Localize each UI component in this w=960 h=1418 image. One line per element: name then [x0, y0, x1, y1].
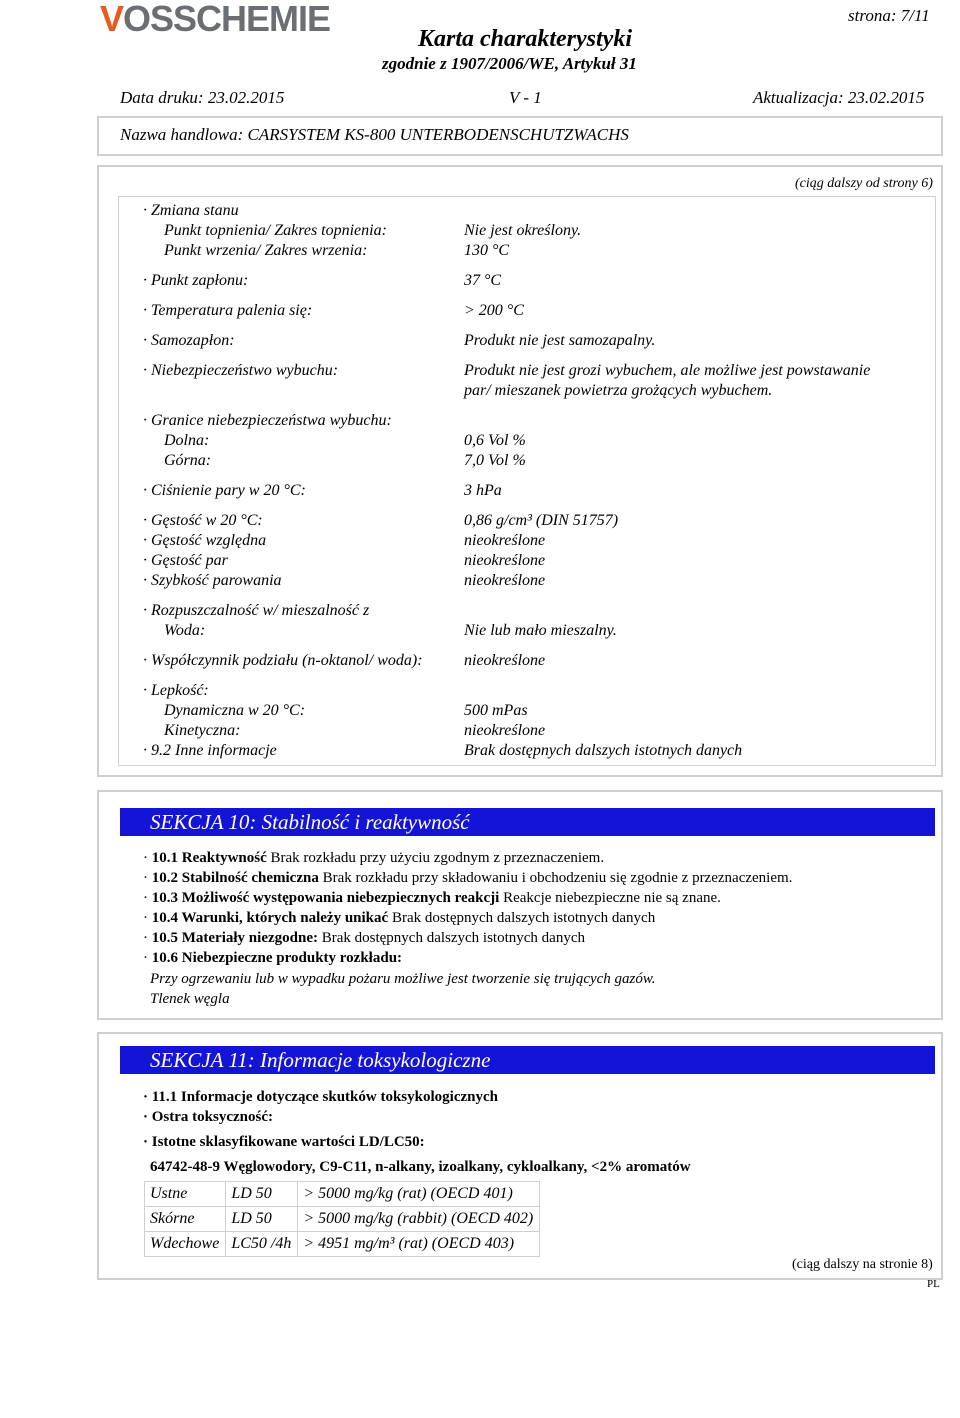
route-cell: Skórne — [145, 1207, 226, 1232]
value-cell: > 5000 mg/kg (rabbit) (OECD 402) — [298, 1207, 540, 1232]
density-value: 0,86 g/cm³ (DIN 51757) — [464, 512, 619, 529]
state-change-label: · Zmiana stanu — [143, 202, 239, 219]
water-value: Nie lub mało mieszalny. — [464, 622, 617, 639]
update-date: Aktualizacja: 23.02.2015 — [753, 88, 925, 107]
page-number: strona: 7/11 — [848, 6, 930, 25]
flash-point-label: · Punkt zapłonu: — [143, 272, 249, 289]
ignition-temp-label: · Temperatura palenia się: — [143, 302, 313, 319]
evaporation-rate-value: nieokreślone — [464, 572, 546, 589]
vapor-pressure-value: 3 hPa — [464, 482, 502, 499]
density-label: · Gęstość w 20 °C: — [143, 512, 263, 529]
section-11-title: SEKCJA 11: Informacje toksykologiczne — [150, 1048, 491, 1072]
kinematic-viscosity-value: nieokreślone — [464, 722, 546, 739]
table-row — [145, 1207, 540, 1232]
toxicology-info-label: · 11.1 Informacje dotyczące skutków toksykologicznych — [143, 1089, 498, 1105]
section-10-item: · 10.1 Reaktywność Brak rozkładu przy użyciu zgodnym z przeznaczeniem. — [143, 850, 605, 866]
lower-limit-value: 0,6 Vol % — [464, 432, 526, 449]
type-cell: LC50 /4h — [226, 1232, 298, 1257]
type-cell: LD 50 — [226, 1182, 298, 1207]
section-10-item: · 10.4 Warunki, których należy unikać Brak dostępnych dalszych istotnych danych — [143, 910, 656, 926]
other-info-value: Brak dostępnych dalszych istotnych danych — [464, 742, 743, 759]
explosion-hazard-value-2: par/ mieszanek powietrza grożących wybuchem. — [464, 382, 773, 399]
relative-density-value: nieokreślone — [464, 532, 546, 549]
section-10-item: · 10.5 Materiały niezgodne: Brak dostępnych dalszych istotnych danych — [143, 930, 585, 946]
vapor-pressure-label: · Ciśnienie pary w 20 °C: — [143, 482, 306, 499]
decomposition-text: Przy ogrzewaniu lub w wypadku pożaru możliwe jest tworzenie się trujących gazów. — [150, 971, 656, 987]
water-label: Woda: — [164, 622, 206, 639]
evaporation-rate-label: · Szybkość parowania — [143, 572, 282, 589]
boiling-point-label: Punkt wrzenia/ Zakres wrzenia: — [164, 242, 368, 259]
section-10-title: SEKCJA 10: Stabilność i reaktywność — [150, 810, 470, 834]
explosion-limits-label: · Granice niebezpieczeństwa wybuchu: — [143, 412, 392, 429]
toxicity-table — [144, 1181, 540, 1257]
language-code: PL — [927, 1278, 940, 1290]
ld-lc50-label: · Istotne sklasyfikowane wartości LD/LC50: — [143, 1134, 425, 1150]
other-info-label: · 9.2 Inne informacje — [143, 742, 277, 759]
dynamic-viscosity-label: Dynamiczna w 20 °C: — [164, 702, 306, 719]
ignition-temp-value: > 200 °C — [464, 302, 524, 319]
boiling-point-value: 130 °C — [464, 242, 510, 259]
section-10-item: · 10.3 Możliwość występowania niebezpiecznych reakcji Reakcje niebezpieczne nie są znane. — [143, 890, 721, 906]
flash-point-value: 37 °C — [464, 272, 502, 289]
vapor-density-value: nieokreślone — [464, 552, 546, 569]
explosion-hazard-value-1: Produkt nie jest grozi wybuchem, ale możliwe jest powstawanie — [464, 362, 871, 379]
acute-toxicity-label: · Ostra toksyczność: — [143, 1109, 273, 1125]
explosion-hazard-label: · Niebezpieczeństwo wybuchu: — [143, 362, 339, 379]
value-cell: > 5000 mg/kg (rat) (OECD 401) — [298, 1182, 540, 1207]
document-title: Karta charakterystyki — [418, 26, 632, 52]
lower-limit-label: Dolna: — [164, 432, 210, 449]
decomposition-product: Tlenek węgla — [150, 991, 230, 1007]
route-cell: Ustne — [145, 1182, 226, 1207]
version: V - 1 — [509, 88, 542, 107]
partition-coefficient-value: nieokreślone — [464, 652, 546, 669]
section-10-item: · 10.2 Stabilność chemiczna Brak rozkładu przy składowaniu i obchodzeniu się zgodnie z przeznaczeniem. — [143, 870, 793, 886]
type-cell: LD 50 — [226, 1207, 298, 1232]
continued-from-note: (ciąg dalszy od strony 6) — [795, 176, 933, 191]
dynamic-viscosity-value: 500 mPas — [464, 702, 528, 719]
table-row — [145, 1232, 540, 1257]
viscosity-label: · Lepkość: — [143, 682, 209, 699]
table-row — [145, 1182, 540, 1207]
vosschemie-logo: VOSSCHEMIE — [100, 0, 331, 39]
relative-density-label: · Gęstość względna — [143, 532, 267, 549]
self-ignition-value: Produkt nie jest samozapalny. — [464, 332, 656, 349]
continued-to-note: (ciąg dalszy na stronie 8) — [792, 1257, 933, 1272]
melting-point-label: Punkt topnienia/ Zakres topnienia: — [164, 222, 387, 239]
self-ignition-label: · Samozapłon: — [143, 332, 235, 349]
route-cell: Wdechowe — [145, 1232, 226, 1257]
solubility-label: · Rozpuszczalność w/ mieszalność z — [143, 602, 370, 619]
print-date: Data druku: 23.02.2015 — [120, 88, 285, 107]
trade-name: Nazwa handlowa: CARSYSTEM KS-800 UNTERBODENSCHUTZWACHS — [120, 125, 629, 144]
upper-limit-label: Górna: — [164, 452, 212, 469]
section-10-item: · 10.6 Niebezpieczne produkty rozkładu: — [143, 950, 403, 966]
partition-coefficient-label: · Współczynnik podziału (n-oktanol/ woda): — [143, 652, 423, 669]
kinematic-viscosity-label: Kinetyczna: — [164, 722, 241, 739]
value-cell: > 4951 mg/m³ (rat) (OECD 403) — [298, 1232, 540, 1257]
vapor-density-label: · Gęstość par — [143, 552, 228, 569]
document-subtitle: zgodnie z 1907/2006/WE, Artykuł 31 — [382, 54, 637, 73]
upper-limit-value: 7,0 Vol % — [464, 452, 526, 469]
melting-point-value: Nie jest określony. — [464, 222, 582, 239]
substance-name: 64742-48-9 Węglowodory, C9-C11, n-alkany, izoalkany, cykloalkany, <2% aromatów — [150, 1159, 691, 1175]
